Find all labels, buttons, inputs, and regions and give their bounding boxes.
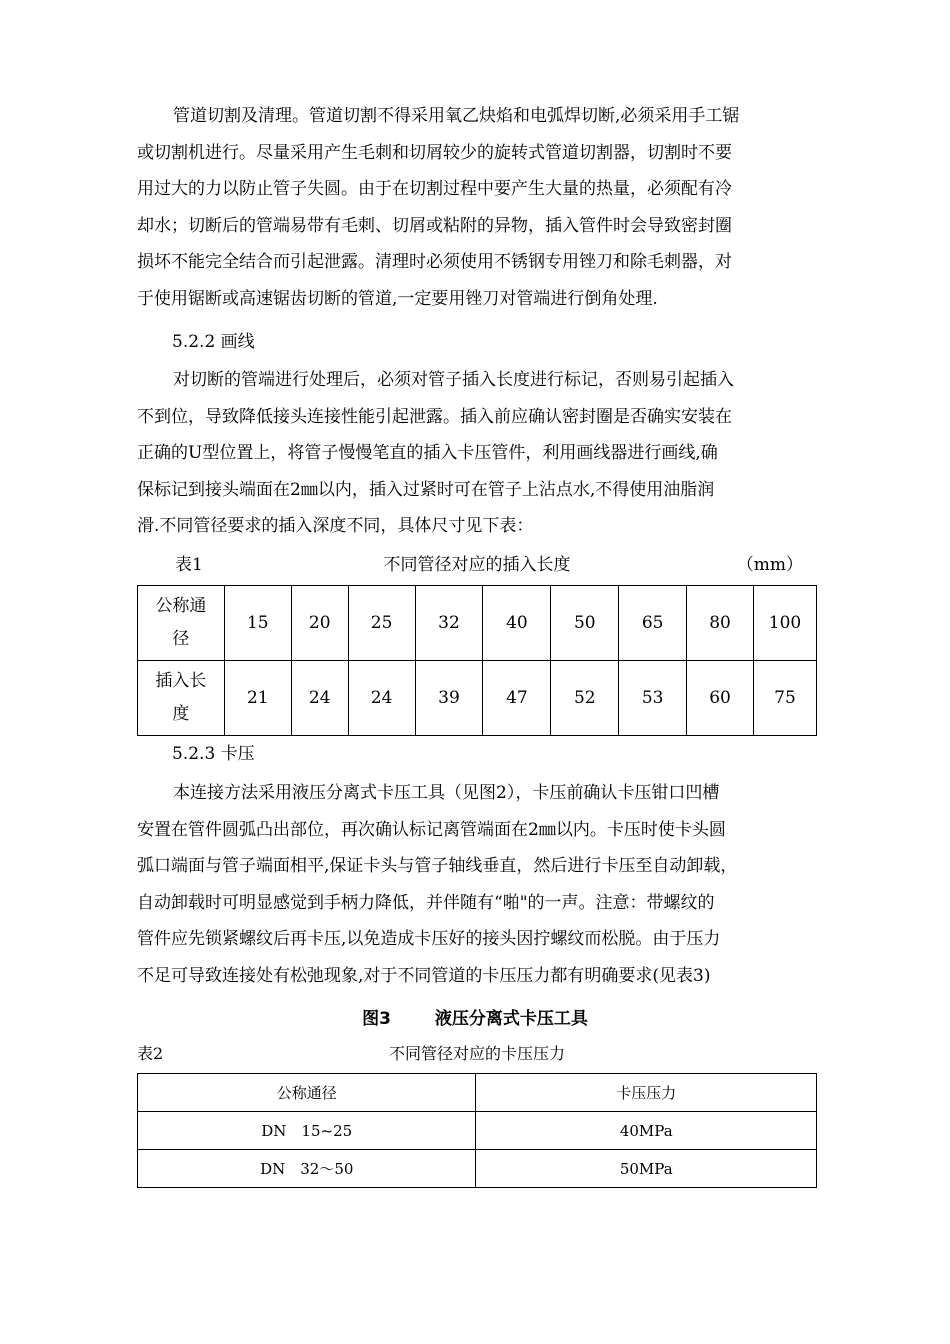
table1-title: 不同管径对应的插入长度 (383, 555, 571, 575)
text-line: 管道切割及清理。管道切割不得采用氧乙炔焰和电弧焊切断,必须采用手工锯 (173, 106, 740, 126)
table-cell: DN 32～50 (138, 1150, 476, 1188)
table-row-length (138, 661, 817, 736)
text-line: 却水；切断后的管端易带有毛刺、切屑或粘附的异物，插入管件时会导致密封圈 (137, 215, 732, 236)
table-cell: DN 15~25 (138, 1112, 476, 1150)
figure3-title: 液压分离式卡压工具 (434, 1009, 588, 1029)
figure3-number: 图3 (362, 1009, 391, 1029)
table-cell: 40 (483, 586, 551, 661)
header-text: 公称通 (155, 596, 207, 616)
text-line: 管件应先锁紧螺纹后再卡压,以免造成卡压好的接头因拧螺纹而松脱。由于压力 (137, 929, 721, 949)
row-header-cell (138, 586, 225, 661)
paragraph-pipe-cutting (137, 98, 817, 317)
table-cell: 39 (415, 661, 483, 736)
column-header: 卡压压力 (476, 1074, 817, 1112)
table-cell: 75 (754, 661, 817, 736)
text-line: 自动卸载时可明显感觉到手柄力降低，并伴随有“啪"的一声。注意：带螺纹的 (137, 892, 715, 913)
table-cell: 65 (619, 586, 687, 661)
table-cell: 32 (415, 586, 483, 661)
table2-title: 不同管径对应的卡压压力 (388, 1044, 565, 1063)
text-line: 不到位，导致降低接头连接性能引起泄露。插入前应确认密封圈是否确实安装在 (137, 406, 732, 427)
text-line: 对切断的管端进行处理后，必须对管子插入长度进行标记，否则易引起插入 (173, 370, 734, 390)
section-heading-522: 5.2.2 画线 (172, 332, 255, 352)
table-cell: 52 (551, 661, 619, 736)
table-cell: 50 (551, 586, 619, 661)
header-text: 插入长 (155, 671, 207, 691)
text-line: 本连接方法采用液压分离式卡压工具（见图2），卡压前确认卡压钳口凹槽 (173, 783, 720, 803)
text-line: 安置在管件圆弧凸出部位，再次确认标记离管端面在2㎜以内。卡压时使卡头圆 (137, 819, 726, 840)
insertion-length-table (137, 585, 817, 736)
table-cell: 25 (348, 586, 415, 661)
table-cell: 21 (224, 661, 291, 736)
text-line: 不足可导致连接处有松弛现象,对于不同管道的卡压压力都有明确要求(见表3) (137, 965, 711, 986)
figure3-caption (0, 1004, 950, 1029)
table-cell: 15 (224, 586, 291, 661)
header-text: 度 (172, 704, 190, 724)
header-text: 径 (172, 629, 190, 649)
text-line: 于使用锯断或高速锯齿切断的管道,一定要用锉刀对管端进行倒角处理. (137, 288, 658, 309)
table-cell: 53 (619, 661, 687, 736)
text-line: 正确的U型位置上，将管子慢慢笔直的插入卡压管件，利用画线器进行画线,确 (137, 443, 718, 463)
table2-caption (137, 1042, 817, 1066)
table-cell: 24 (291, 661, 348, 736)
text-line: 保标记到接头端面在2㎜以内，插入过紧时可在管子上沾点水,不得使用油脂润 (137, 479, 715, 500)
table-row (138, 1112, 817, 1150)
table-cell: 60 (687, 661, 754, 736)
table-cell: 47 (483, 661, 551, 736)
text-line: 或切割机进行。尽量采用产生毛刺和切屑较少的旋转式管道切割器，切割时不要 (137, 142, 732, 163)
text-line: 滑.不同管径要求的插入深度不同，具体尺寸见下表： (137, 516, 534, 536)
table-cell: 40MPa (476, 1112, 817, 1150)
section-heading-523: 5.2.3 卡压 (172, 744, 255, 764)
table-cell: 80 (687, 586, 754, 661)
table-row-diameter (138, 586, 817, 661)
table-header-row (138, 1074, 817, 1112)
text-line: 用过大的力以防止管子失圆。由于在切割过程中要产生大量的热量，必须配有冷 (137, 179, 732, 199)
table1-label: 表1 (175, 555, 203, 575)
row-header-cell (138, 661, 225, 736)
table-cell: 100 (754, 586, 817, 661)
table-cell: 24 (348, 661, 415, 736)
table-row (138, 1150, 817, 1188)
table2-label: 表2 (137, 1044, 164, 1063)
text-line: 弧口端面与管子端面相平,保证卡头与管子轴线垂直，然后进行卡压至自动卸载， (137, 856, 738, 876)
paragraph-marking (137, 362, 817, 545)
table-cell: 50MPa (476, 1150, 817, 1188)
table1-caption (137, 553, 817, 577)
table-cell: 20 (291, 586, 348, 661)
table1-unit: （mm） (736, 555, 803, 575)
text-line: 损坏不能完全结合而引起泄露。清理时必须使用不锈钢专用锉刀和除毛刺器，对 (137, 252, 732, 272)
crimp-pressure-table (137, 1073, 817, 1188)
column-header: 公称通径 (138, 1074, 476, 1112)
paragraph-crimping (137, 775, 817, 994)
